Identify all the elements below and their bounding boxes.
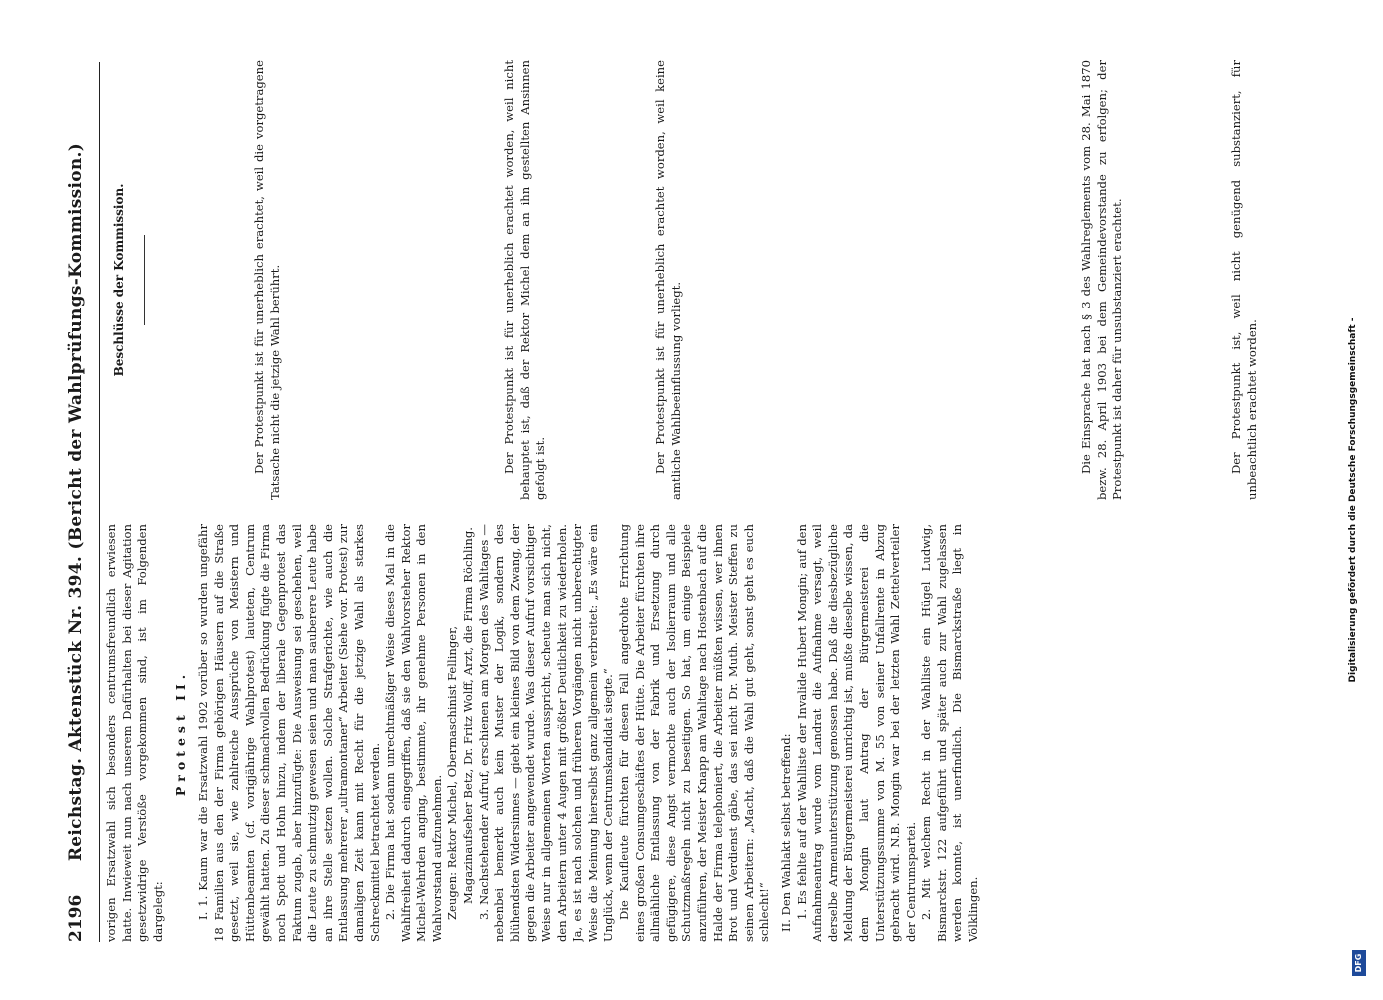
protest-text-column — [104, 524, 1349, 942]
paragraph-2: 2. Die Firma hat sodann unrechtmäßiger Weise dieses Mal in die Wahlfreiheit dadurch eingegriffen, daß sie den Wahlvorsteher Rektor Michel-Wehrden anging, bestimmte, ihr genehme Personen in den Wahlvorstand aufzunehmen. — [383, 524, 444, 942]
witness-line-2: Magazinaufseher Betz, Dr. Fritz Wolff, Arzt, die Firma Röchling. — [461, 527, 476, 904]
page-title: Reichstag. Aktenstück Nr. 394. (Bericht der Wahlprüfungs-Kommission.) — [66, 142, 86, 862]
commission-decisions-column — [104, 60, 1349, 500]
page-number: 2196 — [66, 894, 86, 942]
paragraph-ii-1: 1. Es fehlte auf der Wahlliste der Invalide Hubert Mongin; auf den Aufnahmeantrag wurde vom Landrat die Aufnahme versagt, weil derselbe Armenunterstützung genossen habe. Daß die diesbezügliche Meldung der Bürgermeisterei unrichtig ist, mußte dieselbe wissen, da dem Mongin laut Antrag der Bürgermeisterei die Unterstützungssumme von M. 55 von seiner Unfallrente in Abzug gebracht wird. N.B. Mongin war bei der letzten Wahl Zettelverteiler der Centrumspartei. — [794, 524, 918, 942]
paragraph-ii-2: 2. Mit welchem Recht in der Wahlliste ein Hügel Ludwig, Bismarckstr. 122 aufgeführt und später auch zur Wahl zugelassen werden konnte, ist unerfindlich. Die Bismarckstraße liegt in Völklingen. — [919, 524, 981, 942]
decisions-heading: Beschlüsse der Kommission. — [112, 183, 126, 377]
decision-1: Der Protestpunkt ist für unerheblich erachtet, weil die vorgetragene Tatsache nicht die jetzige Wahl berührt. — [252, 60, 282, 500]
witness-list — [445, 524, 476, 942]
header-rule — [99, 62, 100, 942]
paragraph-3: 3. Nachstehender Aufruf, erschienen am Morgen des Wahltages — nebenbei bemerkt auch kein Muster der Logik, sondern des blühendsten Widersinnes — giebt ein kleines Bild von dem Zwang, der gegen die Arbeiter angewendet wurde. Was dieser Aufruf vorsichtiger Weise nur in allgemeinen Worten ausspricht, scheute man sich nicht, den Arbeitern unter 4 Augen mit größter Deutlichkeit zu wiederholen. Ja, es ist nach solchen und früheren Vorgängen nicht unberechtigter Weise die Meinung hierselbst ganz allgemein verbreitet: „Es wäre ein Unglück, wenn der Centrumskandidat siegte.“ — [476, 524, 616, 942]
section-heading-protest-ii: Protest II. — [173, 669, 189, 797]
dfg-logo: DFG — [1352, 950, 1366, 976]
decisions-heading-rule — [144, 235, 145, 325]
section-heading-ii: II. Den Wahlakt selbst betreffend: — [778, 733, 793, 932]
digitization-note: Digitalisierung gefördert durch die Deutsche Forschungsgemeinschaft - — [1348, 317, 1358, 683]
paragraph-i-1: I. 1. Kaum war die Ersatzwahl 1902 vorüber so wurden ungefähr 18 Familien aus den der Firma gehörigen Häusern auf die Straße gesetzt, weil sie, wie zahlreiche Aussprüche von Meistern und Hüttenbeamten (cf. vorigjährige Wahlprotest) lauteten, Centrum gewählt hatten. Zu dieser schmachvollen Bedrückung fügte die Firma noch Spott und Hohn hinzu, indem der liberale Gegenprotest das Faktum zugab, aber hinzufügte: Die Ausweisung sei geschehen, weil die Leute zu schmutzig gewesen seien und man sauberere Leute habe an ihre Stelle setzen wollen. Solche Strafgerichte, wie auch die Entlassung mehrerer „ultramontaner“ Arbeiter (Siehe vor. Protest) zur damaligen Zeit kann mit Recht für die jetzige Wahl als starkes Schreckmittel betrachtet werden. — [195, 524, 382, 942]
page-header — [62, 62, 96, 942]
intro-paragraph: vorigen Ersatzwahl sich besonders centrumsfreundlich erwiesen hatte. Inwieweit nun nach unserem Dafürhalten bei dieser Agitation gesetzwidrige Verstöße vorgekommen sind, ist im Folgenden dargelegt: — [104, 524, 165, 942]
decision-3: Der Protestpunkt ist für unerheblich erachtet worden, weil keine amtliche Wahlbeeinflussung vorliegt. — [653, 60, 683, 500]
paragraph-3-continued: Die Kaufleute fürchten für diesen Fall angedrohte Errichtung eines großen Consumgeschäftes der Hütte. Die Arbeiter fürchten ihre allmähliche Entlassung von der Fabrik und Ersetzung durch gefügigere, diese Angst vermochte auch der Isolierraum und alle Schutzmaßregeln nicht zu beseitigen. So hat, um einige Beispiele anzuführen, der Meister Knapp am Wahltage nach Hostenbach auf die Halde der Firma telephoniert, die Arbeiter müßten wissen, wer ihnen Brot und Verdienst gäbe, das sei nicht Dr. Muth. Meister Steffen zu seinen Arbeitern: „Macht, daß die Wahl gut geht, sonst geht es euch schlecht!“ — [617, 524, 772, 942]
witness-line-1: Zeugen: Rektor Michel, Obermaschinist Fellinger, — [445, 625, 460, 920]
decision-2: Der Protestpunkt ist für unerheblich erachtet worden, weil nicht behauptet ist, daß der Rektor Michel dem an ihn gestellten Ansinnen gefolgt ist. — [502, 60, 548, 500]
decision-5: Der Protestpunkt ist, weil nicht genügend substanziert, für unbeachtlich erachtet worden. — [1229, 60, 1259, 500]
decision-4: Die Einsprache hat nach § 3 des Wahlreglements vom 28. Mai 1870 bezw. 28. April 1903 bei dem Gemeindevorstande zu erfolgen; der Protestpunkt ist daher für unsubstanziert erachtet. — [1079, 60, 1125, 500]
